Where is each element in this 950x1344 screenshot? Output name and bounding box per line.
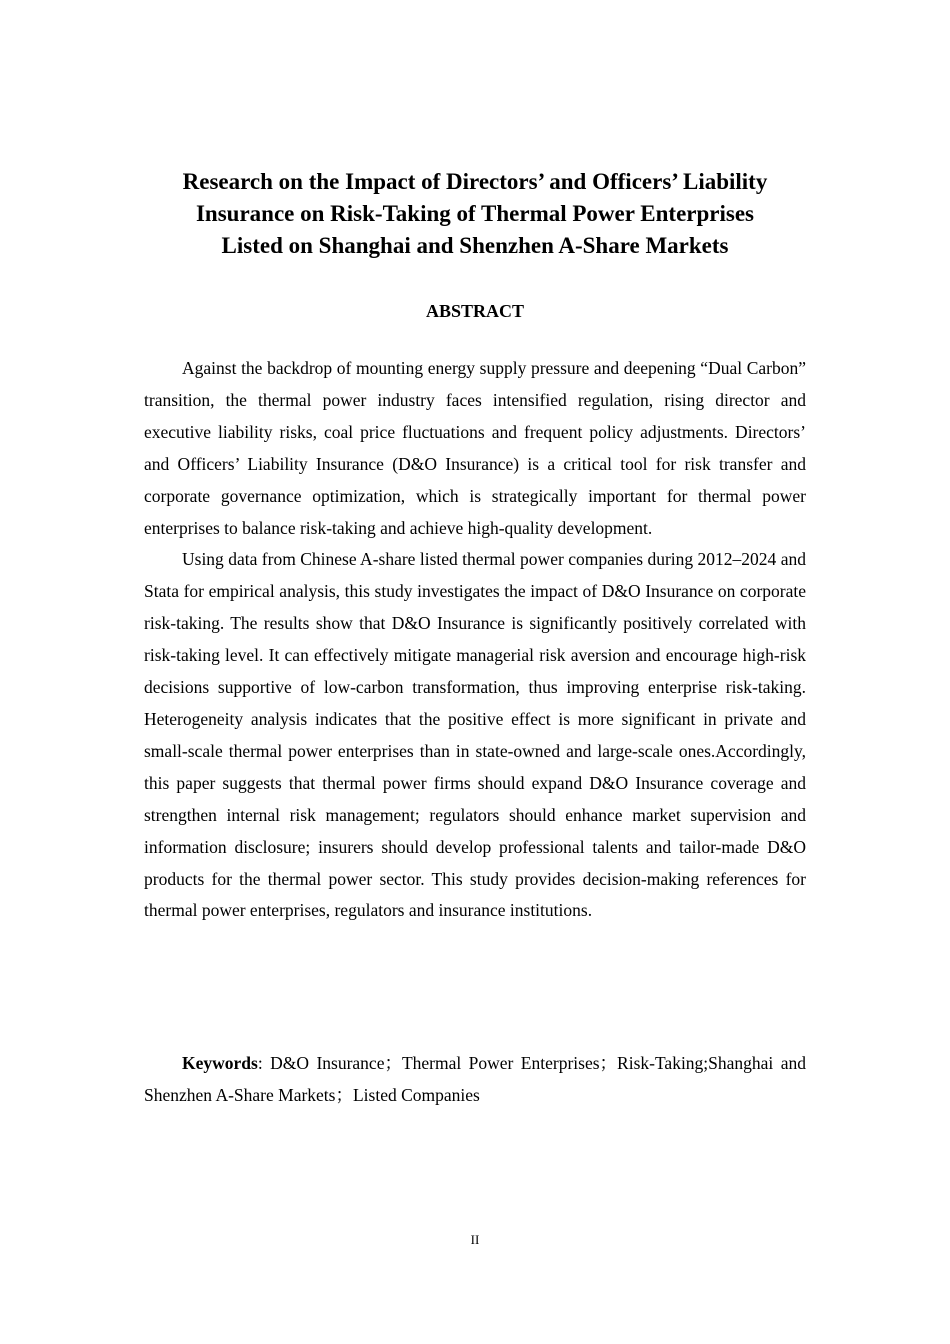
abstract-paragraph-1: Against the backdrop of mounting energy supply pressure and deepening “Dual Carbon” transition, the thermal power industry faces intensified regulation, rising director and executive liability risks, coal price fluctuations and frequent policy adjustments. Directors’ and Officers’ Liability Insurance (D&O Insurance) is a critical tool for risk transfer and corporate governance optimization, which is strategically important for thermal power enterprises to balance risk-taking and achieve high-quality development. [144, 358, 806, 538]
keywords-label: Keywords [182, 1053, 258, 1073]
paper-title [120, 166, 830, 262]
title-line-1: Research on the Impact of Directors’ and Officers’ Liability [182, 169, 768, 194]
page-number: II [470, 1232, 480, 1247]
title-line-2: Insurance on Risk-Taking of Thermal Power Enterprises [195, 201, 754, 226]
keywords-text: : D&O Insurance；Thermal Power Enterprises；Risk-Taking;Shanghai and Shenzhen A-Share Markets；Listed Companies [144, 1053, 806, 1105]
abstract-body [144, 353, 806, 927]
title-line-3: Listed on Shanghai and Shenzhen A-Share Markets [221, 233, 729, 258]
abstract-heading: ABSTRACT [425, 301, 525, 321]
abstract-paragraph-2: Using data from Chinese A-share listed thermal power companies during 2012–2024 and Stata for empirical analysis, this study investigates the impact of D&O Insurance on corporate risk-taking. The results show that D&O Insurance is significantly positively correlated with risk-taking level. It can effectively mitigate managerial risk aversion and encourage high-risk decisions supportive of low-carbon transformation, thus improving enterprise risk-taking. Heterogeneity analysis indicates that the positive effect is more significant in private and small-scale thermal power enterprises than in state-owned and large-scale ones.Accordingly, this paper suggests that thermal power firms should expand D&O Insurance coverage and strengthen internal risk management; regulators should enhance market supervision and information disclosure; insurers should develop professional talents and tailor-made D&O products for the thermal power sector. This study provides decision-making references for thermal power enterprises, regulators and insurance institutions. [144, 549, 806, 921]
keywords-line [144, 1048, 806, 1112]
